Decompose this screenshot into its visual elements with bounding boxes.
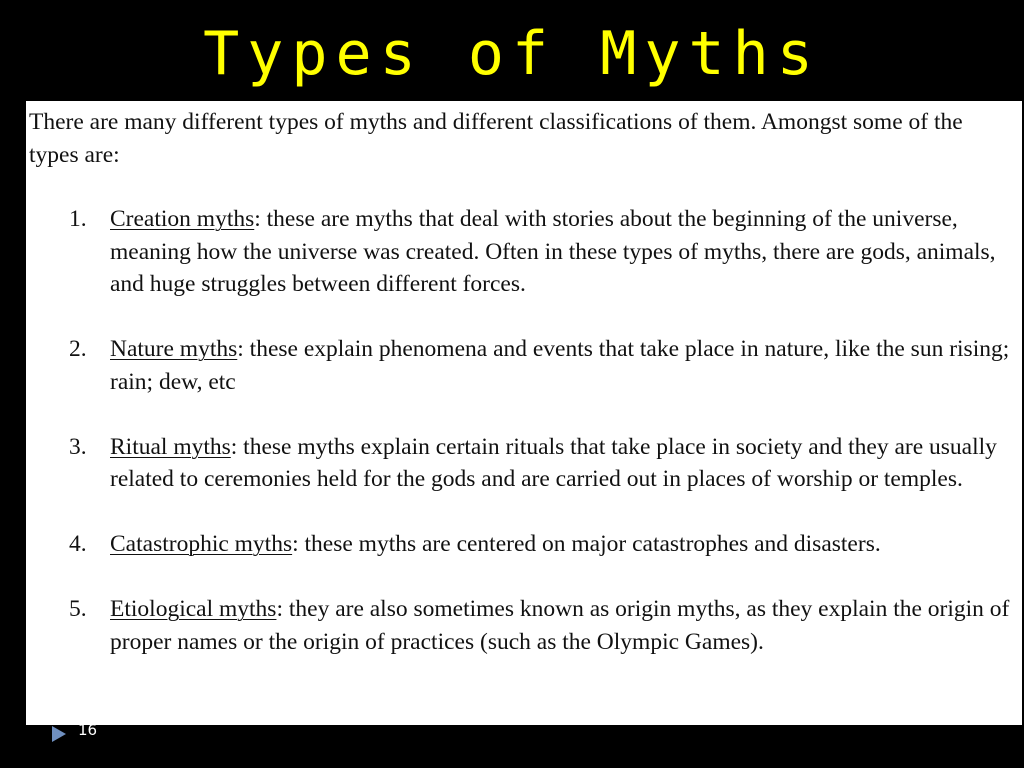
list-number: 5.: [69, 596, 87, 622]
myth-description: : these are myths that deal with stories about the beginning of the universe, meaning how the universe was created. Often in these types of myths, there are gods, animals, and huge struggles between different forces.: [110, 206, 996, 297]
myth-term: Ritual myths: [110, 433, 231, 460]
myth-term: Catastrophic myths: [110, 531, 293, 557]
intro-paragraph: There are many different types of myths and different classifications of them. Amongst some of the types are:: [29, 109, 963, 168]
list-item: [29, 333, 1016, 398]
myth-term: Nature myths: [110, 336, 238, 362]
document-image: [26, 101, 1022, 725]
myth-description: : these explain phenomena and events that take place in nature, like the sun rising; rain; dew, etc: [110, 336, 1010, 395]
list-item: [29, 528, 1016, 561]
page-number: 16: [78, 721, 98, 739]
myth-types-list: [29, 203, 1016, 658]
list-number: 1.: [69, 206, 87, 232]
myth-term: Creation myths: [110, 206, 255, 232]
list-number: 3.: [69, 433, 87, 460]
myth-term: Etiological myths: [110, 596, 277, 622]
triangle-right-icon: [52, 726, 66, 742]
slide-title: Types of Myths: [203, 19, 821, 89]
myth-description: : these myths are centered on major catastrophes and disasters.: [292, 531, 881, 557]
list-number: 4.: [69, 531, 87, 557]
list-item: [29, 203, 1016, 301]
list-item: [29, 431, 1016, 496]
myth-description: : they are also sometimes known as origin myths, as they explain the origin of proper names or the origin of practices (such as the Olympic Games).: [110, 596, 1010, 655]
list-item: [29, 593, 1016, 658]
list-number: 2.: [69, 336, 87, 362]
myth-description: : these myths explain certain rituals that take place in society and they are usually related to ceremonies held for the gods and are carried out in places of worship or temples.: [110, 433, 997, 492]
